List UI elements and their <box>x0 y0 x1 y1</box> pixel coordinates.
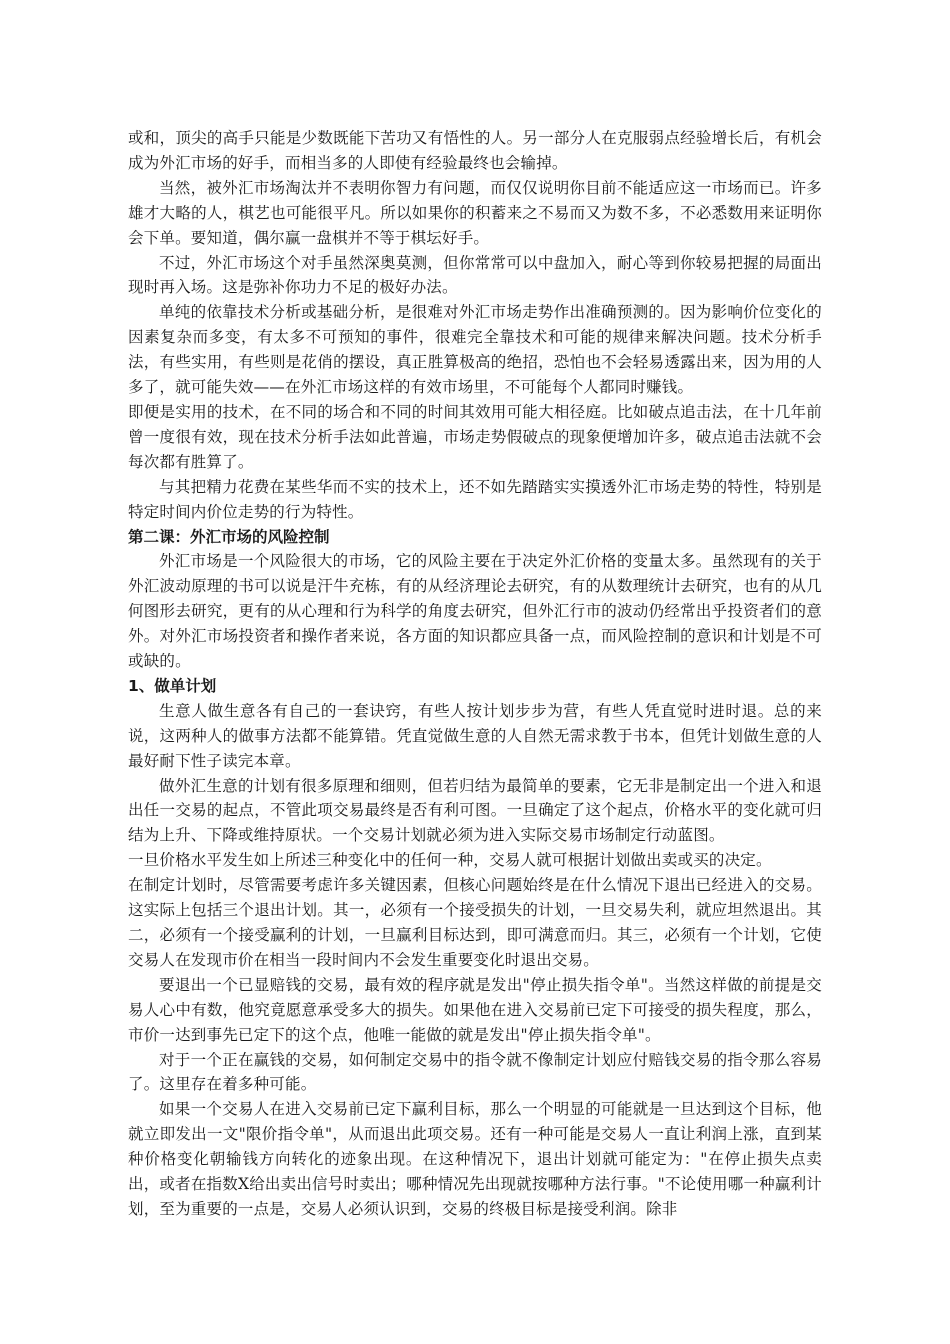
paragraph: 做外汇生意的计划有很多原理和细则，但若归结为最简单的要素，它无非是制定出一个进入和退出任一交易的起点，不管此项交易最终是否有利可图。一旦确定了这个起点，价格水平的变化就可归结为上升、下降或维持原状。一个交易计划就必须为进入实际交易市场制定行动蓝图。 <box>128 776 822 845</box>
paragraph: 当然，被外汇市场淘汰并不表明你智力有问题，而仅仅说明你目前不能适应这一市场而已。许多雄才大略的人，棋艺也可能很平凡。所以如果你的积蓄来之不易而又为数不多，不必悉数用来证明你会下单。要知道，偶尔赢一盘棋并不等于棋坛好手。 <box>128 178 822 247</box>
section-heading: 第二课：外汇市场的风险控制 <box>128 527 330 546</box>
paragraph: 对于一个正在赢钱的交易，如何制定交易中的指令就不像制定计划应付赔钱交易的指令那么容易了。这里存在着多种可能。 <box>128 1050 822 1094</box>
paragraph: 在制定计划时，尽管需要考虑许多关键因素，但核心问题始终是在什么情况下退出已经进入的交易。这实际上包括三个退出计划。其一，必须有一个接受损失的计划，一旦交易失利，就应坦然退出。其二，必须有一个接受赢利的计划，一旦赢利目标达到，即可满意而归。其三，必须有一个计划，它使交易人在发现市价在相当一段时间内不会发生重要变化时退出交易。 <box>128 876 822 969</box>
paragraph: 外汇市场是一个风险很大的市场，它的风险主要在于决定外汇价格的变量太多。虽然现有的关于外汇波动原理的书可以说是汗牛充栋，有的从经济理论去研究，有的从数理统计去研究，也有的从几何图形去研究，更有的从心理和行为科学的角度去研究，但外汇行市的波动仍经常出乎投资者们的意外。对外汇市场投资者和操作者来说，各方面的知识都应具备一点，而风险控制的意识和计划是不可或缺的。 <box>128 552 822 671</box>
paragraph: 不过，外汇市场这个对手虽然深奥莫测，但你常常可以中盘加入，耐心等到你较易把握的局面出现时再入场。这是弥补你功力不足的极好办法。 <box>128 253 822 297</box>
paragraph: 单纯的依靠技术分析或基础分析，是很难对外汇市场走势作出准确预测的。因为影响价位变化的因素复杂而多变，有太多不可预知的事件，很难完全靠技术和可能的规律来解决问题。技术分析手法，有些实用，有些则是花俏的摆设，真正胜算极高的绝招，恐怕也不会轻易透露出来，因为用的人多了，就可能失效——在外汇市场这样的有效市场里，不可能每个人都同时赚钱。 <box>128 303 822 397</box>
paragraph: 生意人做生意各有自己的一套诀窍，有些人按计划步步为营，有些人凭直觉时进时退。总的来说，这两种人的做事方法都不能算错。凭直觉做生意的人自然无需求教于书本，但凭计划做生意的人最好耐下性子读完本章。 <box>128 701 822 770</box>
paragraph: 一旦价格水平发生如上所述三种变化中的任何一种，交易人就可根据计划做出卖或买的决定。 <box>128 851 772 870</box>
paragraph: 即便是实用的技术，在不同的场合和不同的时间其效用可能大相径庭。比如破点追击法，在十几年前曾一度很有效，现在技术分析手法如此普遍，市场走势假破点的现象便增加许多，破点追击法就不会每次都有胜算了。 <box>128 402 822 471</box>
paragraph: 如果一个交易人在进入交易前已定下赢利目标，那么一个明显的可能就是一旦达到这个目标，他就立即发出一文"限价指令单"，从而退出此项交易。还有一种可能是交易人一直让利润上涨，直到某种价格变化朝输钱方向转化的迹象出现。在这种情况下，退出计划就可能定为："在停止损失点卖出，或者在指数X给出卖出信号时卖出；哪种情况先出现就按哪种方法行事。"不论使用哪一种赢利计划，至为重要的一点是，交易人必须认识到，交易的终极目标是接受利润。除非 <box>128 1100 822 1218</box>
paragraph: 要退出一个已显赔钱的交易，最有效的程序就是发出"停止损失指令单"。当然这样做的前提是交易人心中有数，他究竟愿意承受多大的损失。如果他在进入交易前已定下可接受的损失程度，那么，市价一达到事先已定下的这个点，他唯一能做的就是发出"停止损失指令单"。 <box>128 975 822 1044</box>
subsection-heading: 1、做单计划 <box>128 676 217 695</box>
paragraph: 与其把精力花费在某些华而不实的技术上，还不如先踏踏实实摸透外汇市场走势的特性，特别是特定时间内价位走势的行为特性。 <box>128 477 822 521</box>
paragraph: 或和，顶尖的高手只能是少数既能下苦功又有悟性的人。另一部分人在克服弱点经验增长后，有机会成为外汇市场的好手，而相当多的人即使有经验最终也会输掉。 <box>128 129 822 172</box>
document-body <box>128 126 822 1222</box>
